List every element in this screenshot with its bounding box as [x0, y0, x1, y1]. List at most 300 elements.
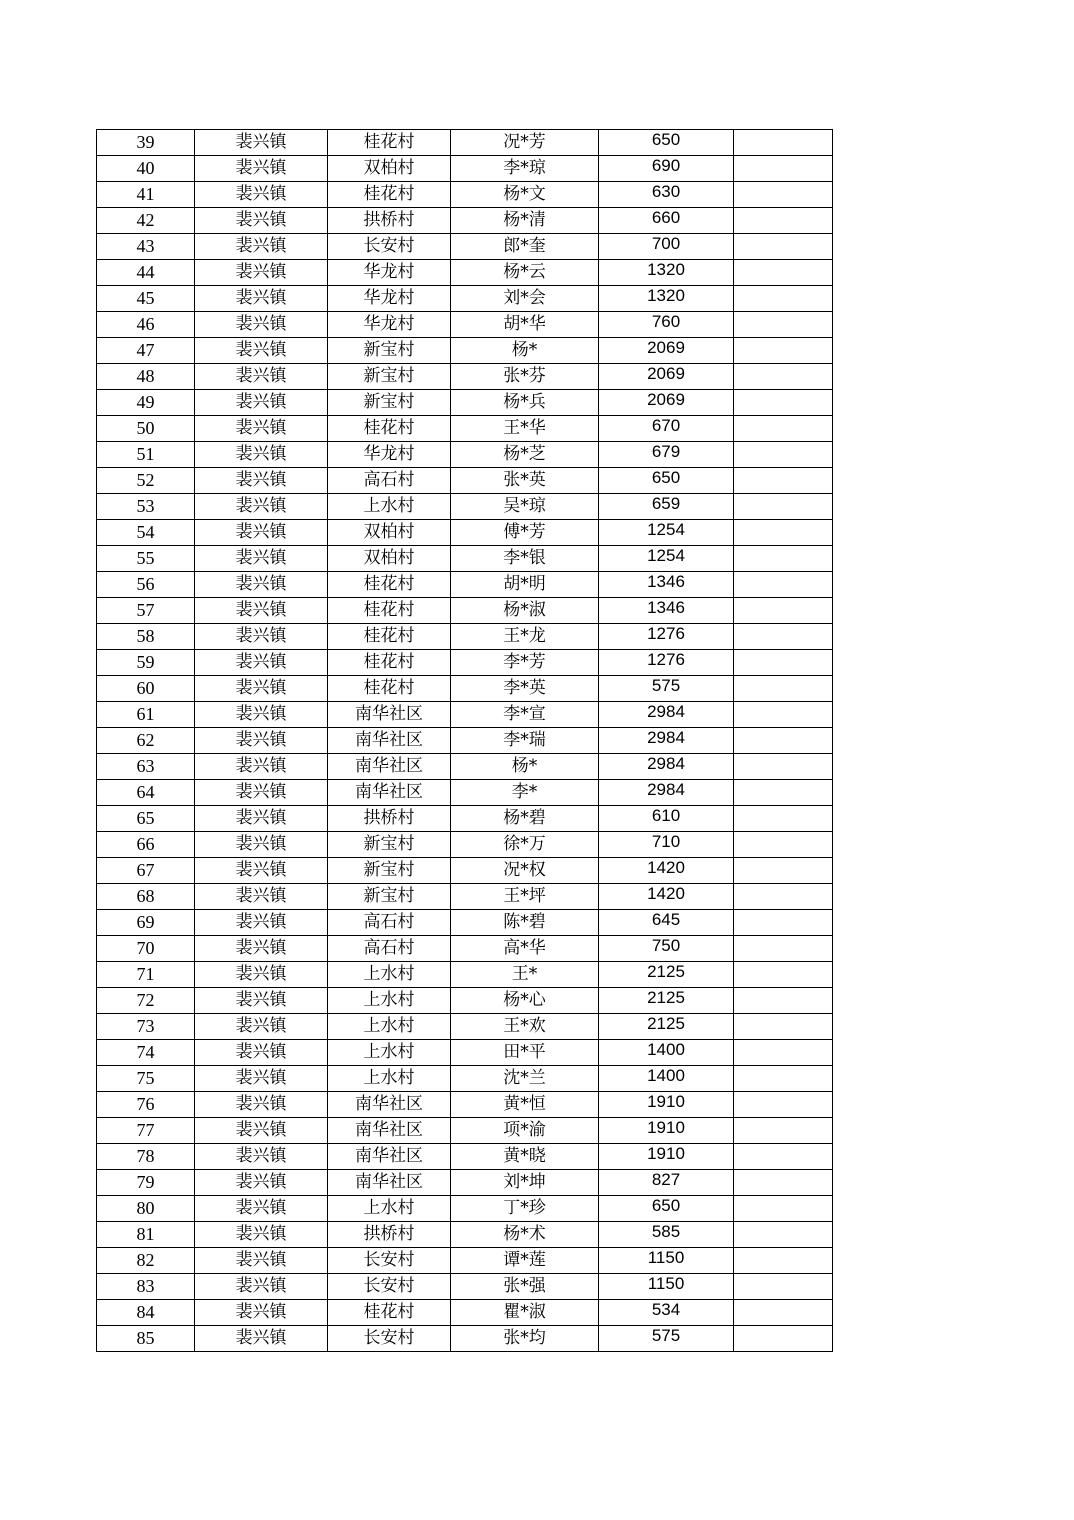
name-cell: 李*英: [451, 676, 599, 702]
row-number-cell: 52: [97, 468, 195, 494]
name-cell: 傅*芳: [451, 520, 599, 546]
remark-cell: [734, 988, 833, 1014]
amount-cell: 1910: [599, 1092, 734, 1118]
name-cell: 李*: [451, 780, 599, 806]
town-cell: 裴兴镇: [195, 208, 328, 234]
name-cell: 徐*万: [451, 832, 599, 858]
town-cell: 裴兴镇: [195, 156, 328, 182]
town-cell: 裴兴镇: [195, 572, 328, 598]
remark-cell: [734, 1326, 833, 1352]
town-cell: 裴兴镇: [195, 1014, 328, 1040]
name-cell: 王*: [451, 962, 599, 988]
name-cell: 谭*莲: [451, 1248, 599, 1274]
village-cell: 桂花村: [328, 182, 451, 208]
row-number-cell: 71: [97, 962, 195, 988]
town-cell: 裴兴镇: [195, 338, 328, 364]
village-cell: 长安村: [328, 234, 451, 260]
remark-cell: [734, 728, 833, 754]
village-cell: 双柏村: [328, 520, 451, 546]
name-cell: 吴*琼: [451, 494, 599, 520]
remark-cell: [734, 1092, 833, 1118]
amount-cell: 1910: [599, 1118, 734, 1144]
remark-cell: [734, 260, 833, 286]
remark-cell: [734, 156, 833, 182]
remark-cell: [734, 416, 833, 442]
name-cell: 瞿*淑: [451, 1300, 599, 1326]
remark-cell: [734, 1222, 833, 1248]
remark-cell: [734, 1066, 833, 1092]
town-cell: 裴兴镇: [195, 1248, 328, 1274]
remark-cell: [734, 468, 833, 494]
amount-cell: 2125: [599, 1014, 734, 1040]
row-number-cell: 66: [97, 832, 195, 858]
row-number-cell: 46: [97, 312, 195, 338]
town-cell: 裴兴镇: [195, 1144, 328, 1170]
village-cell: 桂花村: [328, 676, 451, 702]
town-cell: 裴兴镇: [195, 494, 328, 520]
town-cell: 裴兴镇: [195, 884, 328, 910]
amount-cell: 1346: [599, 572, 734, 598]
table-row: [97, 650, 833, 676]
table-row: [97, 1274, 833, 1300]
row-number-cell: 57: [97, 598, 195, 624]
remark-cell: [734, 1274, 833, 1300]
amount-cell: 2984: [599, 780, 734, 806]
town-cell: 裴兴镇: [195, 702, 328, 728]
village-cell: 高石村: [328, 910, 451, 936]
name-cell: 张*均: [451, 1326, 599, 1352]
remark-cell: [734, 858, 833, 884]
remark-cell: [734, 312, 833, 338]
village-cell: 拱桥村: [328, 806, 451, 832]
table-row: [97, 1144, 833, 1170]
town-cell: 裴兴镇: [195, 1196, 328, 1222]
row-number-cell: 59: [97, 650, 195, 676]
town-cell: 裴兴镇: [195, 234, 328, 260]
amount-cell: 1420: [599, 858, 734, 884]
table-row: [97, 728, 833, 754]
village-cell: 拱桥村: [328, 1222, 451, 1248]
table-row: [97, 858, 833, 884]
village-cell: 华龙村: [328, 312, 451, 338]
amount-cell: 2125: [599, 988, 734, 1014]
name-cell: 杨*云: [451, 260, 599, 286]
row-number-cell: 49: [97, 390, 195, 416]
remark-cell: [734, 520, 833, 546]
amount-cell: 534: [599, 1300, 734, 1326]
row-number-cell: 83: [97, 1274, 195, 1300]
amount-cell: 2069: [599, 364, 734, 390]
remark-cell: [734, 1144, 833, 1170]
village-cell: 南华社区: [328, 1118, 451, 1144]
name-cell: 杨*术: [451, 1222, 599, 1248]
name-cell: 丁*珍: [451, 1196, 599, 1222]
row-number-cell: 45: [97, 286, 195, 312]
name-cell: 胡*明: [451, 572, 599, 598]
remark-cell: [734, 442, 833, 468]
town-cell: 裴兴镇: [195, 390, 328, 416]
village-cell: 南华社区: [328, 1144, 451, 1170]
remark-cell: [734, 364, 833, 390]
town-cell: 裴兴镇: [195, 260, 328, 286]
name-cell: 李*芳: [451, 650, 599, 676]
amount-cell: 650: [599, 468, 734, 494]
table-row: [97, 702, 833, 728]
remark-cell: [734, 598, 833, 624]
table-row: [97, 598, 833, 624]
town-cell: 裴兴镇: [195, 806, 328, 832]
name-cell: 李*银: [451, 546, 599, 572]
village-cell: 拱桥村: [328, 208, 451, 234]
town-cell: 裴兴镇: [195, 936, 328, 962]
village-cell: 上水村: [328, 494, 451, 520]
name-cell: 王*坪: [451, 884, 599, 910]
village-cell: 新宝村: [328, 832, 451, 858]
town-cell: 裴兴镇: [195, 910, 328, 936]
amount-cell: 1400: [599, 1066, 734, 1092]
table-row: [97, 1014, 833, 1040]
table-row: [97, 130, 833, 156]
village-cell: 上水村: [328, 1040, 451, 1066]
amount-cell: 575: [599, 676, 734, 702]
remark-cell: [734, 936, 833, 962]
table-row: [97, 1326, 833, 1352]
row-number-cell: 68: [97, 884, 195, 910]
village-cell: 高石村: [328, 468, 451, 494]
amount-cell: 670: [599, 416, 734, 442]
name-cell: 刘*会: [451, 286, 599, 312]
amount-cell: 750: [599, 936, 734, 962]
amount-cell: 660: [599, 208, 734, 234]
town-cell: 裴兴镇: [195, 676, 328, 702]
name-cell: 李*琼: [451, 156, 599, 182]
village-cell: 华龙村: [328, 442, 451, 468]
town-cell: 裴兴镇: [195, 650, 328, 676]
row-number-cell: 81: [97, 1222, 195, 1248]
amount-cell: 760: [599, 312, 734, 338]
remark-cell: [734, 390, 833, 416]
village-cell: 新宝村: [328, 390, 451, 416]
row-number-cell: 76: [97, 1092, 195, 1118]
town-cell: 裴兴镇: [195, 1170, 328, 1196]
amount-cell: 2069: [599, 390, 734, 416]
remark-cell: [734, 910, 833, 936]
name-cell: 项*渝: [451, 1118, 599, 1144]
table-row: [97, 182, 833, 208]
village-cell: 新宝村: [328, 858, 451, 884]
row-number-cell: 55: [97, 546, 195, 572]
town-cell: 裴兴镇: [195, 416, 328, 442]
name-cell: 高*华: [451, 936, 599, 962]
remark-cell: [734, 234, 833, 260]
row-number-cell: 40: [97, 156, 195, 182]
name-cell: 黄*恒: [451, 1092, 599, 1118]
amount-cell: 1150: [599, 1274, 734, 1300]
table-row: [97, 1118, 833, 1144]
village-cell: 上水村: [328, 1014, 451, 1040]
row-number-cell: 75: [97, 1066, 195, 1092]
amount-cell: 2069: [599, 338, 734, 364]
row-number-cell: 80: [97, 1196, 195, 1222]
table-row: [97, 390, 833, 416]
village-cell: 双柏村: [328, 156, 451, 182]
town-cell: 裴兴镇: [195, 1274, 328, 1300]
remark-cell: [734, 702, 833, 728]
amount-cell: 645: [599, 910, 734, 936]
remark-cell: [734, 208, 833, 234]
row-number-cell: 72: [97, 988, 195, 1014]
row-number-cell: 50: [97, 416, 195, 442]
name-cell: 杨*碧: [451, 806, 599, 832]
remark-cell: [734, 676, 833, 702]
village-cell: 上水村: [328, 1196, 451, 1222]
amount-cell: 1420: [599, 884, 734, 910]
name-cell: 李*宣: [451, 702, 599, 728]
row-number-cell: 43: [97, 234, 195, 260]
village-cell: 南华社区: [328, 702, 451, 728]
amount-cell: 1276: [599, 624, 734, 650]
table-row: [97, 910, 833, 936]
amount-cell: 575: [599, 1326, 734, 1352]
remark-cell: [734, 1014, 833, 1040]
row-number-cell: 56: [97, 572, 195, 598]
town-cell: 裴兴镇: [195, 468, 328, 494]
remark-cell: [734, 494, 833, 520]
remark-cell: [734, 884, 833, 910]
row-number-cell: 65: [97, 806, 195, 832]
row-number-cell: 53: [97, 494, 195, 520]
remark-cell: [734, 338, 833, 364]
name-cell: 杨*心: [451, 988, 599, 1014]
amount-cell: 690: [599, 156, 734, 182]
row-number-cell: 54: [97, 520, 195, 546]
village-cell: 新宝村: [328, 338, 451, 364]
table-row: [97, 364, 833, 390]
remark-cell: [734, 1170, 833, 1196]
row-number-cell: 51: [97, 442, 195, 468]
row-number-cell: 69: [97, 910, 195, 936]
amount-cell: 650: [599, 1196, 734, 1222]
row-number-cell: 60: [97, 676, 195, 702]
village-cell: 桂花村: [328, 130, 451, 156]
village-cell: 桂花村: [328, 650, 451, 676]
row-number-cell: 44: [97, 260, 195, 286]
town-cell: 裴兴镇: [195, 1300, 328, 1326]
name-cell: 王*华: [451, 416, 599, 442]
amount-cell: 679: [599, 442, 734, 468]
village-cell: 南华社区: [328, 754, 451, 780]
table-row: [97, 312, 833, 338]
name-cell: 况*权: [451, 858, 599, 884]
table-row: [97, 468, 833, 494]
row-number-cell: 63: [97, 754, 195, 780]
village-cell: 南华社区: [328, 780, 451, 806]
name-cell: 黄*晓: [451, 1144, 599, 1170]
table-row: [97, 624, 833, 650]
name-cell: 张*强: [451, 1274, 599, 1300]
amount-cell: 1910: [599, 1144, 734, 1170]
row-number-cell: 82: [97, 1248, 195, 1274]
amount-cell: 1320: [599, 260, 734, 286]
name-cell: 胡*华: [451, 312, 599, 338]
town-cell: 裴兴镇: [195, 832, 328, 858]
village-cell: 南华社区: [328, 1092, 451, 1118]
table-row: [97, 572, 833, 598]
remark-cell: [734, 806, 833, 832]
table-row: [97, 1066, 833, 1092]
amount-cell: 1254: [599, 546, 734, 572]
village-cell: 南华社区: [328, 1170, 451, 1196]
name-cell: 李*瑞: [451, 728, 599, 754]
table-row: [97, 1040, 833, 1066]
row-number-cell: 78: [97, 1144, 195, 1170]
village-cell: 华龙村: [328, 286, 451, 312]
amount-cell: 650: [599, 130, 734, 156]
town-cell: 裴兴镇: [195, 286, 328, 312]
table-row: [97, 520, 833, 546]
town-cell: 裴兴镇: [195, 364, 328, 390]
village-cell: 桂花村: [328, 624, 451, 650]
table-row: [97, 1196, 833, 1222]
remark-cell: [734, 130, 833, 156]
table-row: [97, 1222, 833, 1248]
town-cell: 裴兴镇: [195, 1118, 328, 1144]
village-cell: 高石村: [328, 936, 451, 962]
remark-cell: [734, 572, 833, 598]
remark-cell: [734, 624, 833, 650]
town-cell: 裴兴镇: [195, 182, 328, 208]
name-cell: 沈*兰: [451, 1066, 599, 1092]
remark-cell: [734, 1196, 833, 1222]
row-number-cell: 42: [97, 208, 195, 234]
table-row: [97, 260, 833, 286]
village-cell: 新宝村: [328, 364, 451, 390]
name-cell: 张*芬: [451, 364, 599, 390]
amount-cell: 585: [599, 1222, 734, 1248]
amount-cell: 610: [599, 806, 734, 832]
town-cell: 裴兴镇: [195, 728, 328, 754]
town-cell: 裴兴镇: [195, 858, 328, 884]
table-row: [97, 234, 833, 260]
name-cell: 杨*淑: [451, 598, 599, 624]
remark-cell: [734, 650, 833, 676]
remark-cell: [734, 1300, 833, 1326]
amount-cell: 2125: [599, 962, 734, 988]
town-cell: 裴兴镇: [195, 780, 328, 806]
town-cell: 裴兴镇: [195, 1222, 328, 1248]
row-number-cell: 62: [97, 728, 195, 754]
remark-cell: [734, 546, 833, 572]
remark-cell: [734, 182, 833, 208]
village-cell: 长安村: [328, 1248, 451, 1274]
table-row: [97, 1092, 833, 1118]
table-row: [97, 884, 833, 910]
name-cell: 况*芳: [451, 130, 599, 156]
table-row: [97, 338, 833, 364]
amount-cell: 1400: [599, 1040, 734, 1066]
town-cell: 裴兴镇: [195, 442, 328, 468]
name-cell: 陈*碧: [451, 910, 599, 936]
table-row: [97, 208, 833, 234]
name-cell: 杨*: [451, 338, 599, 364]
town-cell: 裴兴镇: [195, 754, 328, 780]
amount-cell: 827: [599, 1170, 734, 1196]
remark-cell: [734, 286, 833, 312]
town-cell: 裴兴镇: [195, 520, 328, 546]
town-cell: 裴兴镇: [195, 1040, 328, 1066]
name-cell: 田*平: [451, 1040, 599, 1066]
row-number-cell: 41: [97, 182, 195, 208]
village-cell: 桂花村: [328, 572, 451, 598]
amount-cell: 710: [599, 832, 734, 858]
village-cell: 上水村: [328, 1066, 451, 1092]
town-cell: 裴兴镇: [195, 130, 328, 156]
town-cell: 裴兴镇: [195, 1326, 328, 1352]
table-body: [97, 130, 833, 1352]
table-row: [97, 1300, 833, 1326]
amount-cell: 659: [599, 494, 734, 520]
row-number-cell: 39: [97, 130, 195, 156]
amount-cell: 700: [599, 234, 734, 260]
amount-cell: 1254: [599, 520, 734, 546]
row-number-cell: 85: [97, 1326, 195, 1352]
row-number-cell: 79: [97, 1170, 195, 1196]
amount-cell: 1320: [599, 286, 734, 312]
name-cell: 杨*文: [451, 182, 599, 208]
amount-cell: 1150: [599, 1248, 734, 1274]
table-row: [97, 754, 833, 780]
village-cell: 新宝村: [328, 884, 451, 910]
table-row: [97, 1248, 833, 1274]
table-row: [97, 780, 833, 806]
remark-cell: [734, 754, 833, 780]
table-row: [97, 806, 833, 832]
village-cell: 桂花村: [328, 1300, 451, 1326]
name-cell: 张*英: [451, 468, 599, 494]
table-row: [97, 832, 833, 858]
amount-cell: 2984: [599, 728, 734, 754]
name-cell: 杨*: [451, 754, 599, 780]
row-number-cell: 48: [97, 364, 195, 390]
row-number-cell: 84: [97, 1300, 195, 1326]
town-cell: 裴兴镇: [195, 312, 328, 338]
village-cell: 华龙村: [328, 260, 451, 286]
table-row: [97, 546, 833, 572]
row-number-cell: 73: [97, 1014, 195, 1040]
table-row: [97, 676, 833, 702]
town-cell: 裴兴镇: [195, 624, 328, 650]
row-number-cell: 47: [97, 338, 195, 364]
table-row: [97, 442, 833, 468]
town-cell: 裴兴镇: [195, 988, 328, 1014]
amount-cell: 630: [599, 182, 734, 208]
name-cell: 杨*兵: [451, 390, 599, 416]
village-cell: 上水村: [328, 962, 451, 988]
remark-cell: [734, 1118, 833, 1144]
amount-cell: 2984: [599, 754, 734, 780]
table-row: [97, 286, 833, 312]
village-cell: 桂花村: [328, 416, 451, 442]
row-number-cell: 70: [97, 936, 195, 962]
remark-cell: [734, 1040, 833, 1066]
amount-cell: 1346: [599, 598, 734, 624]
amount-cell: 1276: [599, 650, 734, 676]
row-number-cell: 64: [97, 780, 195, 806]
remark-cell: [734, 1248, 833, 1274]
town-cell: 裴兴镇: [195, 962, 328, 988]
remark-cell: [734, 962, 833, 988]
table-row: [97, 1170, 833, 1196]
